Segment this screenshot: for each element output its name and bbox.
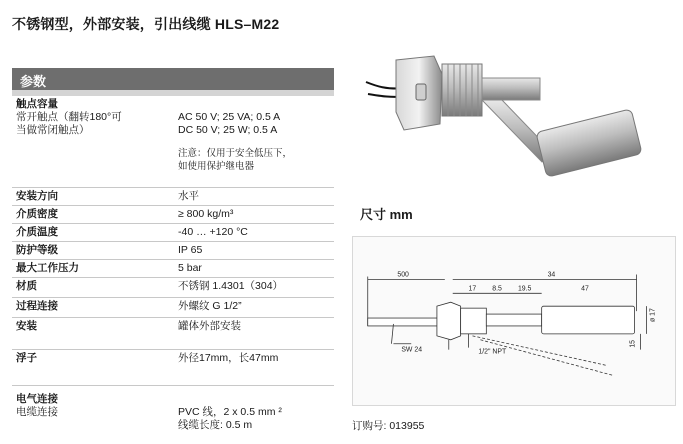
row-value: 外径17mm，长47mm: [178, 352, 279, 364]
row-value: 水平: [178, 190, 199, 202]
row-sublabel: 常开触点（翻转180°可: [16, 111, 122, 123]
row-label: 安装: [16, 320, 37, 332]
params-table: [12, 68, 334, 431]
row-float: [12, 350, 334, 386]
order-number: 订购号: 013955: [352, 420, 425, 432]
row-value: DC 50 V; 25 W; 0.5 A: [178, 124, 278, 136]
row-value: 罐体外部安装: [178, 320, 241, 332]
row-material: [12, 278, 334, 298]
dimension-drawing: [352, 236, 676, 406]
row-value: 5 bar: [178, 262, 202, 274]
row-label: 过程连接: [16, 300, 58, 312]
dimensions-title: 尺寸 mm: [360, 207, 413, 222]
row-temperature: [12, 224, 334, 242]
row-label: 安装方向: [16, 190, 58, 202]
row-value: PVC 线，2 x 0.5 mm ²: [178, 406, 282, 418]
row-sublabel: 电缆连接: [16, 406, 58, 418]
row-process-connection: [12, 298, 334, 318]
row-protection: [12, 242, 334, 260]
row-installation: [12, 318, 334, 350]
row-label: 防护等级: [16, 244, 58, 256]
row-note: 如使用保护继电器: [178, 161, 255, 172]
row-label: 介质密度: [16, 208, 58, 220]
row-sublabel: 当做常闭触点）: [16, 124, 90, 136]
row-density: [12, 206, 334, 224]
row-label: 介质温度: [16, 226, 58, 238]
row-label: 最大工作压力: [16, 262, 79, 274]
page-title: 不锈钢型，外部安装，引出线缆 HLS–M22: [12, 16, 280, 32]
dim-47: 47: [581, 285, 589, 293]
row-value: -40 … +120 °C: [178, 226, 248, 238]
row-value: AC 50 V; 25 VA; 0.5 A: [178, 111, 281, 123]
dim-dia17: ø 17: [649, 308, 657, 322]
row-electrical: [12, 386, 334, 442]
row-label: 电气连接: [16, 393, 58, 405]
dim-8-5: 8.5: [492, 285, 502, 293]
dim-sw24: SW 24: [401, 346, 423, 354]
row-label: 触点容量: [16, 98, 58, 110]
row-note: 注意：仅用于安全低压下，: [178, 148, 293, 159]
dim-17: 17: [468, 285, 477, 293]
row-value: 外螺纹 G 1/2”: [178, 300, 242, 312]
product-photo: [356, 46, 676, 196]
row-value: 不锈钢 1.4301（304）: [178, 280, 284, 292]
row-pressure: [12, 260, 334, 278]
row-value: IP 65: [178, 244, 203, 256]
dim-34: 34: [547, 271, 556, 279]
row-contact-capacity: [12, 96, 334, 188]
params-header: 参数: [12, 68, 334, 90]
row-mount-direction: [12, 188, 334, 206]
dim-500: 500: [397, 271, 409, 279]
dim-19-5: 19.5: [517, 285, 532, 293]
dim-15: 15: [629, 339, 637, 348]
row-value: ≥ 800 kg/m³: [178, 208, 234, 220]
dim-npt: 1/2" NPT: [478, 348, 507, 356]
row-label: 浮子: [16, 352, 37, 364]
row-value: 线缆长度: 0.5 m: [178, 419, 253, 431]
row-label: 材质: [16, 280, 37, 292]
